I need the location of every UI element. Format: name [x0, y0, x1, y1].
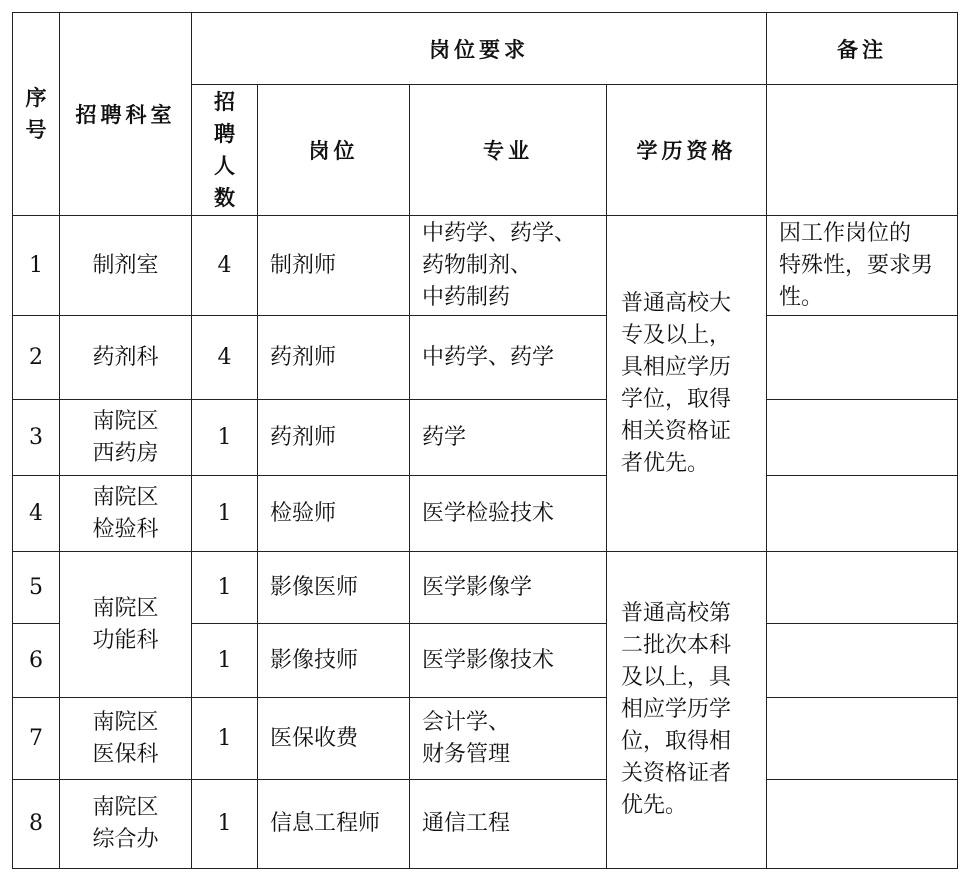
header-position: 岗位	[258, 85, 410, 216]
position-cell: 制剂师	[258, 216, 410, 316]
table-row	[13, 552, 958, 624]
seq-cell: 4	[13, 476, 60, 552]
major-cell: 药学	[410, 400, 607, 476]
seq-cell: 6	[13, 624, 60, 698]
major-cell: 医学影像技术	[410, 624, 607, 698]
count-cell: 1	[192, 476, 258, 552]
table-row	[13, 698, 958, 780]
header-major: 专业	[410, 85, 607, 216]
position-cell: 信息工程师	[258, 780, 410, 869]
header-dept: 招聘科室	[60, 13, 192, 216]
table-row	[13, 400, 958, 476]
remark-cell	[767, 624, 958, 698]
count-cell: 1	[192, 698, 258, 780]
remark-cell	[767, 316, 958, 400]
header-seq: 序号	[13, 13, 60, 216]
remark-cell	[767, 476, 958, 552]
header-count: 招聘人数	[192, 85, 258, 216]
major-cell: 医学影像学	[410, 552, 607, 624]
header-remarks-blank	[767, 85, 958, 216]
count-cell: 4	[192, 216, 258, 316]
header-requirements: 岗位要求	[192, 13, 767, 85]
remark-cell	[767, 400, 958, 476]
position-cell: 医保收费	[258, 698, 410, 780]
count-cell: 1	[192, 624, 258, 698]
count-cell: 1	[192, 400, 258, 476]
major-cell: 通信工程	[410, 780, 607, 869]
table-row	[13, 216, 958, 316]
remark-cell	[767, 552, 958, 624]
count-cell: 1	[192, 552, 258, 624]
recruitment-table	[12, 12, 958, 869]
count-cell: 4	[192, 316, 258, 400]
count-cell: 1	[192, 780, 258, 869]
dept-cell: 南院区 综合办	[60, 780, 192, 869]
education-cell: 普通高校大 专及以上， 具相应学历 学位，取得 相关资格证 者优先。	[607, 216, 767, 552]
remark-cell	[767, 780, 958, 869]
major-cell: 中药学、药学	[410, 316, 607, 400]
major-cell: 中药学、药学、 药物制剂、 中药制药	[410, 216, 607, 316]
table-row	[13, 476, 958, 552]
table-row	[13, 780, 958, 869]
major-cell: 会计学、 财务管理	[410, 698, 607, 780]
position-cell: 影像技师	[258, 624, 410, 698]
dept-cell: 南院区 功能科	[60, 552, 192, 698]
seq-cell: 3	[13, 400, 60, 476]
dept-cell: 制剂室	[60, 216, 192, 316]
remark-cell: 因工作岗位的 特殊性，要求男 性。	[767, 216, 958, 316]
header-remarks: 备注	[767, 13, 958, 85]
seq-cell: 7	[13, 698, 60, 780]
position-cell: 影像医师	[258, 552, 410, 624]
position-cell: 药剂师	[258, 316, 410, 400]
dept-cell: 南院区 医保科	[60, 698, 192, 780]
seq-cell: 5	[13, 552, 60, 624]
seq-cell: 2	[13, 316, 60, 400]
dept-cell: 南院区 检验科	[60, 476, 192, 552]
remark-cell	[767, 698, 958, 780]
position-cell: 检验师	[258, 476, 410, 552]
seq-cell: 1	[13, 216, 60, 316]
header-education: 学历资格	[607, 85, 767, 216]
major-cell: 医学检验技术	[410, 476, 607, 552]
dept-cell: 南院区 西药房	[60, 400, 192, 476]
education-cell: 普通高校第 二批次本科 及以上，具 相应学历学 位，取得相 关资格证者 优先。	[607, 552, 767, 869]
table-row	[13, 316, 958, 400]
position-cell: 药剂师	[258, 400, 410, 476]
seq-cell: 8	[13, 780, 60, 869]
dept-cell: 药剂科	[60, 316, 192, 400]
